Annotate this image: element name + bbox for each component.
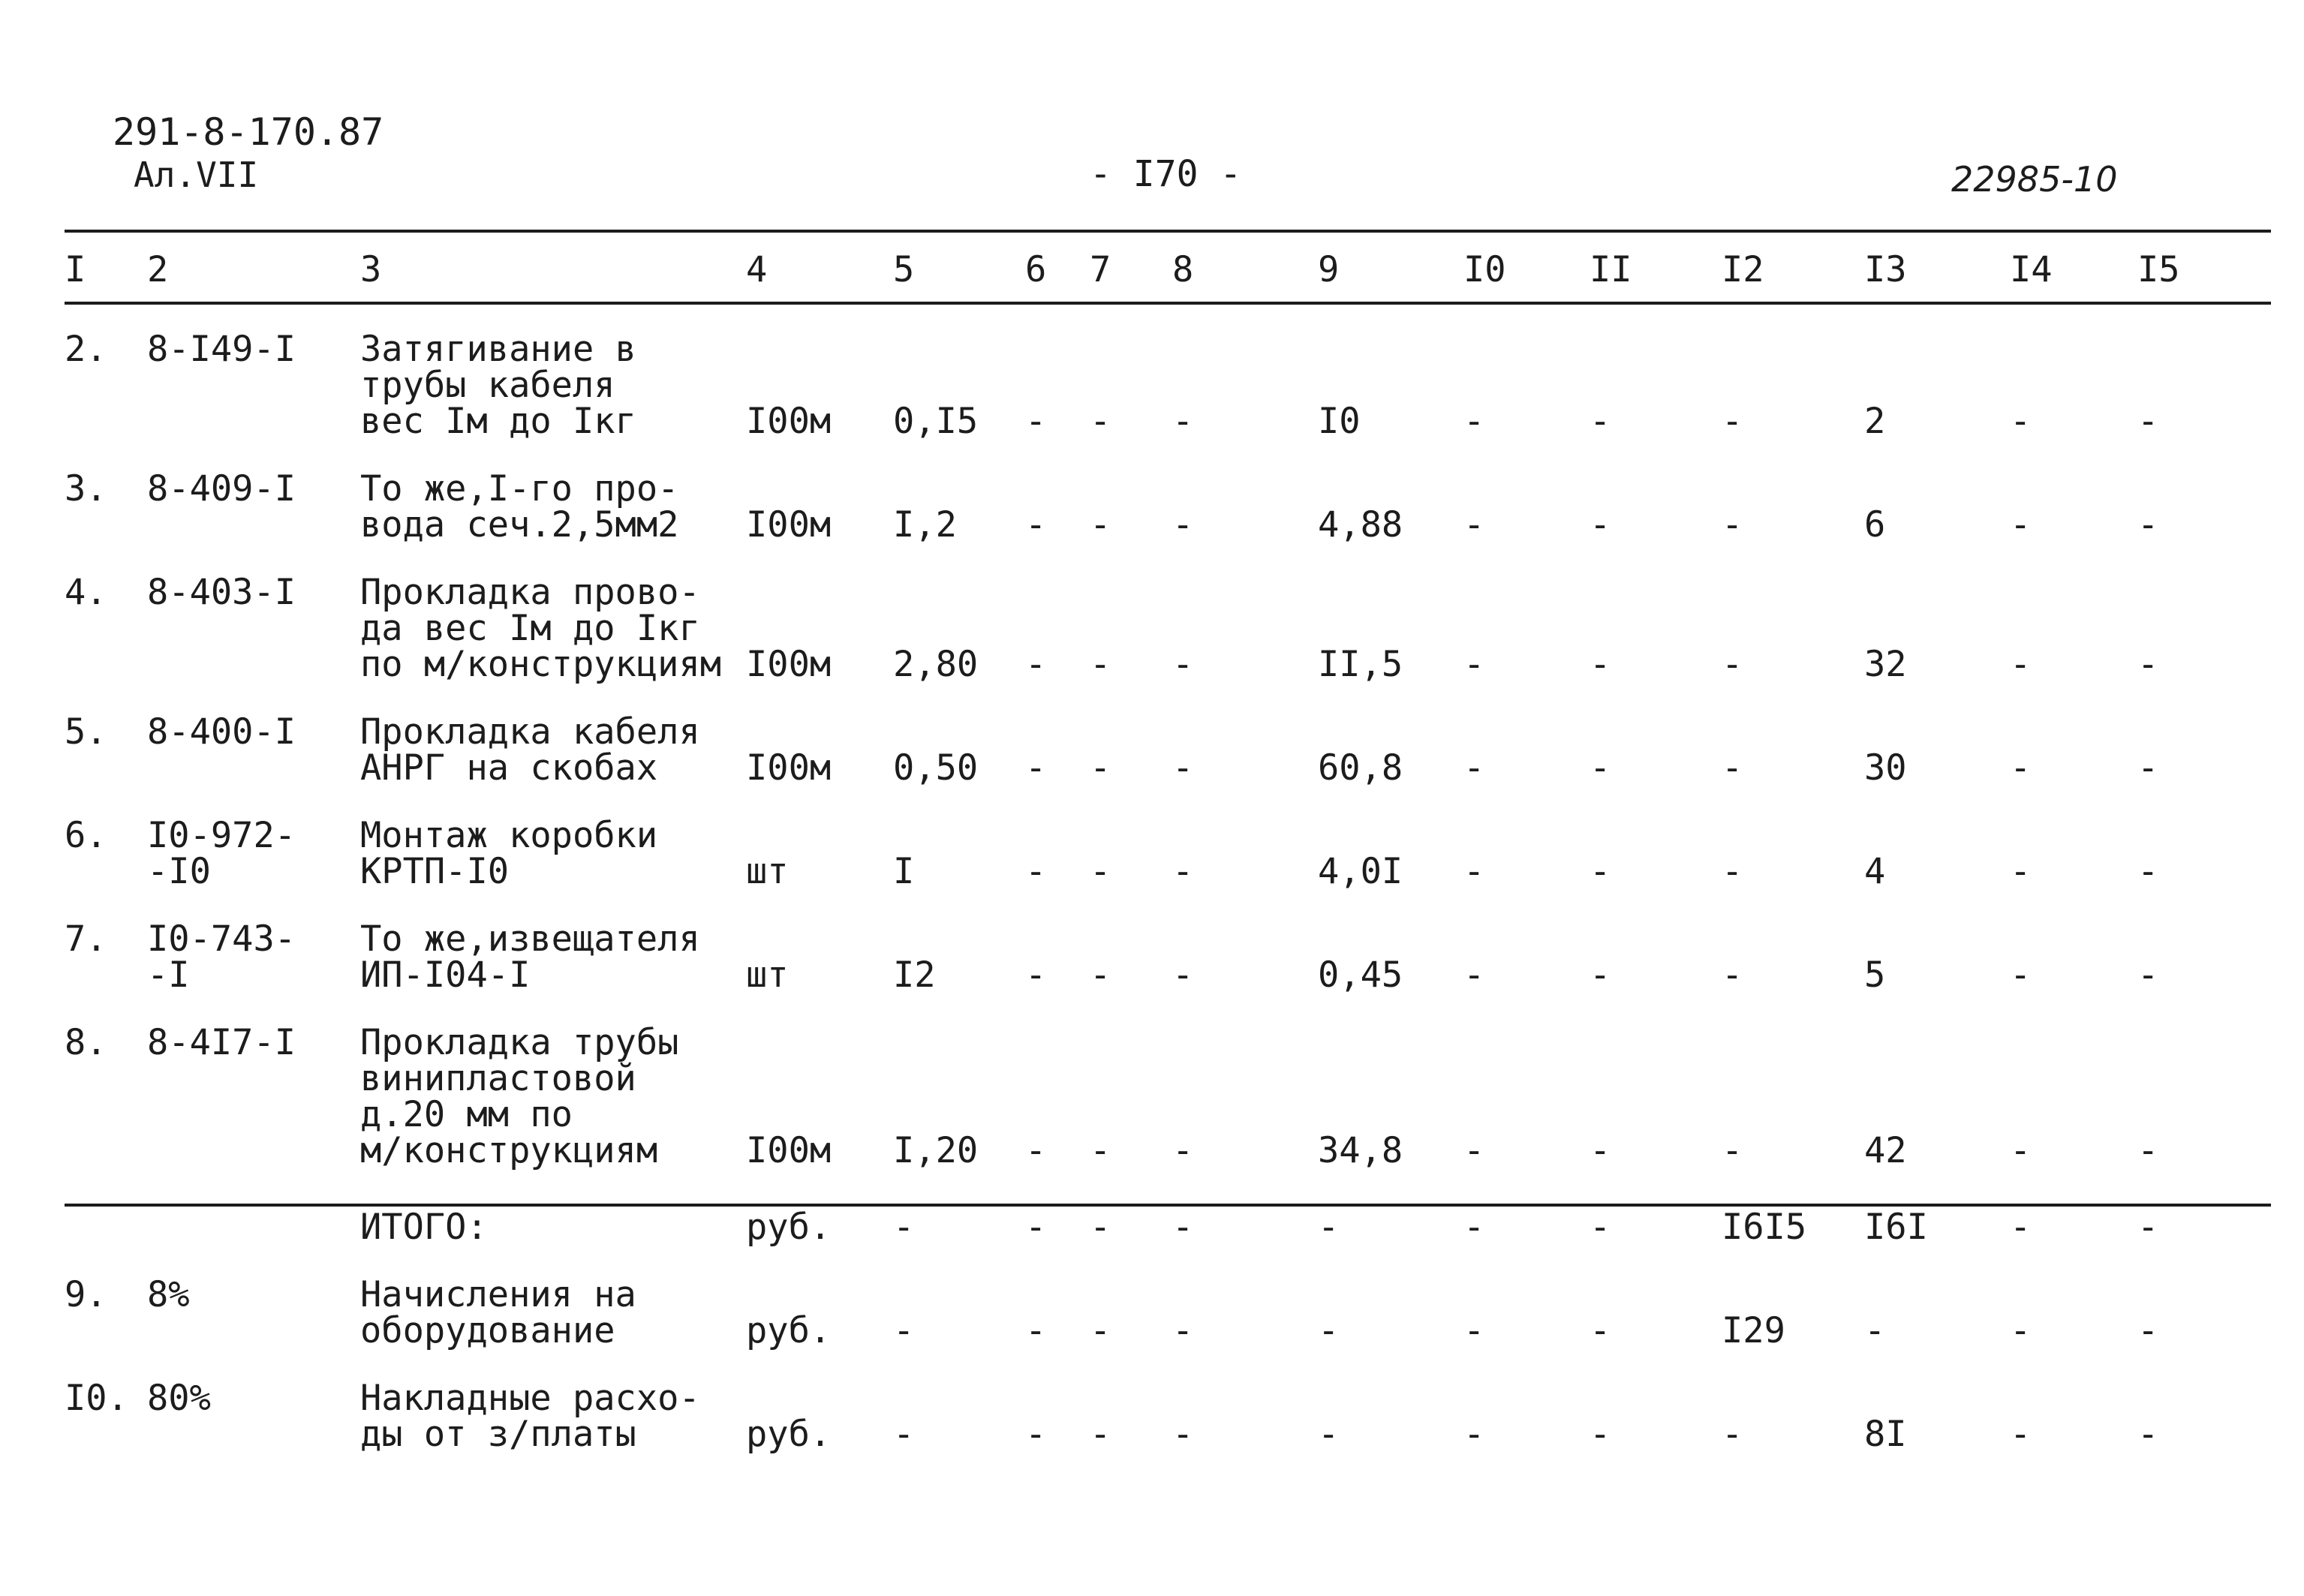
col-9: I0 <box>1318 401 1361 442</box>
col-12: - <box>1722 954 1743 996</box>
table-row <box>65 554 2271 693</box>
col-8: - <box>1172 644 1194 685</box>
col-13: 4 <box>1864 851 1886 892</box>
col-10: - <box>1463 644 1485 685</box>
col-15: - <box>2137 1130 2159 1171</box>
col-14: - <box>2010 1207 2032 1248</box>
col-10: - <box>1463 401 1485 442</box>
col-9: - <box>1318 1207 1340 1248</box>
summary-row <box>65 1180 2271 1256</box>
rate-code: 8-I49-I <box>147 329 296 370</box>
col-15: - <box>2137 1414 2159 1455</box>
column-header: I4 <box>2010 249 2053 290</box>
col-12: - <box>1722 747 1743 789</box>
col-12: I6I5 <box>1722 1207 1807 1248</box>
col-13: 2 <box>1864 401 1886 442</box>
col-7: - <box>1090 1130 1111 1171</box>
column-header: I5 <box>2137 249 2180 290</box>
col-8: - <box>1172 747 1194 789</box>
col-10: - <box>1463 1310 1485 1351</box>
unit: I00м <box>746 1130 832 1171</box>
column-header: 8 <box>1172 249 1194 290</box>
quantity: 0,I5 <box>893 401 979 442</box>
col-10: - <box>1463 747 1485 789</box>
document-number: 22985-10 <box>1951 159 2118 200</box>
col-14: - <box>2010 954 2032 996</box>
unit: I00м <box>746 747 832 789</box>
col-15: - <box>2137 851 2159 892</box>
col-9: 34,8 <box>1318 1130 1403 1171</box>
quantity: - <box>893 1414 915 1455</box>
col-10: - <box>1463 1130 1485 1171</box>
row-number: 5. <box>65 711 107 753</box>
estimate-table <box>65 234 2271 1463</box>
col-11: - <box>1590 747 1611 789</box>
col-15: - <box>2137 747 2159 789</box>
col-8: - <box>1172 1130 1194 1171</box>
col-12: - <box>1722 851 1743 892</box>
column-header-row <box>65 234 2271 306</box>
column-header: 5 <box>893 249 915 290</box>
work-description: Прокладка трубы винипластовой д.20 мм по м/конструкциям <box>360 1022 679 1171</box>
rate-code: I0-972- -I0 <box>147 815 296 892</box>
quantity: I2 <box>893 954 936 996</box>
work-description: Прокладка прово- да вес Iм до Iкг по м/конструкциям <box>360 572 722 685</box>
col-11: - <box>1590 954 1611 996</box>
quantity: 2,80 <box>893 644 979 685</box>
table-row <box>65 797 2271 900</box>
col-6: - <box>1025 954 1047 996</box>
column-header: 2 <box>147 249 169 290</box>
col-7: - <box>1090 1207 1111 1248</box>
unit: I00м <box>746 644 832 685</box>
quantity: - <box>893 1207 915 1248</box>
col-13: 32 <box>1864 644 1907 685</box>
col-12: - <box>1722 504 1743 546</box>
col-10: - <box>1463 504 1485 546</box>
col-6: - <box>1025 644 1047 685</box>
col-11: - <box>1590 504 1611 546</box>
col-15: - <box>2137 504 2159 546</box>
col-15: - <box>2137 1310 2159 1351</box>
col-11: - <box>1590 644 1611 685</box>
column-header: 7 <box>1090 249 1111 290</box>
col-13: 6 <box>1864 504 1886 546</box>
col-9: - <box>1318 1310 1340 1351</box>
column-header: I3 <box>1864 249 1907 290</box>
column-header: I <box>65 249 86 290</box>
rate-code: 8-4I7-I <box>147 1022 296 1063</box>
col-12: I29 <box>1722 1310 1785 1351</box>
col-11: - <box>1590 1414 1611 1455</box>
rate-code: 8-400-I <box>147 711 296 753</box>
col-9: - <box>1318 1414 1340 1455</box>
quantity: I,20 <box>893 1130 979 1171</box>
quantity: I,2 <box>893 504 957 546</box>
column-header: I0 <box>1463 249 1506 290</box>
col-6: - <box>1025 1207 1047 1248</box>
unit: I00м <box>746 504 832 546</box>
page-number: - I70 - <box>1090 153 1242 195</box>
col-14: - <box>2010 1414 2032 1455</box>
col-14: - <box>2010 747 2032 789</box>
col-6: - <box>1025 851 1047 892</box>
col-15: - <box>2137 1207 2159 1248</box>
quantity: I <box>893 851 915 892</box>
rate-code: 80% <box>147 1378 211 1419</box>
col-8: - <box>1172 1207 1194 1248</box>
col-11: - <box>1590 1207 1611 1248</box>
table-row <box>65 900 2271 1004</box>
column-header: 6 <box>1025 249 1047 290</box>
col-14: - <box>2010 504 2032 546</box>
rate-code: 8-403-I <box>147 572 296 613</box>
col-10: - <box>1463 1414 1485 1455</box>
rate-code: 8-409-I <box>147 468 296 509</box>
col-9: 4,88 <box>1318 504 1403 546</box>
col-14: - <box>2010 1130 2032 1171</box>
col-11: - <box>1590 1130 1611 1171</box>
col-14: - <box>2010 1310 2032 1351</box>
rate-code <box>147 1180 360 1256</box>
work-description: Накладные расхо- ды от з/платы <box>360 1378 700 1455</box>
col-14: - <box>2010 851 2032 892</box>
unit: руб. <box>746 1207 832 1248</box>
col-14: - <box>2010 401 2032 442</box>
summary-row <box>65 1256 2271 1360</box>
col-8: - <box>1172 1310 1194 1351</box>
work-description: Прокладка кабеля АНРГ на скобах <box>360 711 700 789</box>
column-header: I2 <box>1722 249 1764 290</box>
col-8: - <box>1172 504 1194 546</box>
unit: руб. <box>746 1414 832 1455</box>
document-code: 291-8-170.87 <box>113 110 384 154</box>
col-6: - <box>1025 401 1047 442</box>
col-6: - <box>1025 1414 1047 1455</box>
col-13: - <box>1864 1310 1886 1351</box>
row-number: 6. <box>65 815 107 856</box>
col-13: 30 <box>1864 747 1907 789</box>
col-6: - <box>1025 1130 1047 1171</box>
row-number: I0. <box>65 1378 128 1419</box>
unit: I00м <box>746 401 832 442</box>
col-12: - <box>1722 644 1743 685</box>
column-header: 3 <box>360 249 382 290</box>
table-row <box>65 1004 2271 1180</box>
row-number: 3. <box>65 468 107 509</box>
col-8: - <box>1172 1414 1194 1455</box>
table-row <box>65 306 2271 450</box>
table-row <box>65 450 2271 554</box>
column-header: 4 <box>746 249 768 290</box>
col-12: - <box>1722 1130 1743 1171</box>
work-description: То же,I-го про- вода сеч.2,5мм2 <box>360 468 679 546</box>
table-row <box>65 693 2271 797</box>
col-9: II,5 <box>1318 644 1403 685</box>
quantity: - <box>893 1310 915 1351</box>
col-13: 8I <box>1864 1414 1907 1455</box>
summary-row <box>65 1360 2271 1463</box>
col-6: - <box>1025 747 1047 789</box>
column-header: II <box>1590 249 1632 290</box>
work-description: Монтаж коробки КРТП-I0 <box>360 815 658 892</box>
col-7: - <box>1090 401 1111 442</box>
col-14: - <box>2010 644 2032 685</box>
column-header: 9 <box>1318 249 1340 290</box>
col-8: - <box>1172 851 1194 892</box>
unit: шт <box>746 954 789 996</box>
rate-code: 8% <box>147 1274 190 1315</box>
col-13: 42 <box>1864 1130 1907 1171</box>
row-number: 8. <box>65 1022 107 1063</box>
quantity: 0,50 <box>893 747 979 789</box>
col-13: I6I <box>1864 1207 1928 1248</box>
work-description: ИТОГО: <box>360 1207 488 1248</box>
work-description: Затягивание в трубы кабеля вес Iм до Iкг <box>360 329 636 442</box>
col-9: 60,8 <box>1318 747 1403 789</box>
sheet-label: Ал.VII <box>134 155 259 195</box>
col-15: - <box>2137 954 2159 996</box>
work-description: То же,извещателя ИП-I04-I <box>360 918 700 996</box>
col-7: - <box>1090 504 1111 546</box>
col-12: - <box>1722 401 1743 442</box>
row-number: 7. <box>65 918 107 960</box>
col-6: - <box>1025 504 1047 546</box>
col-8: - <box>1172 401 1194 442</box>
col-15: - <box>2137 644 2159 685</box>
col-10: - <box>1463 1207 1485 1248</box>
row-number: 9. <box>65 1274 107 1315</box>
unit: руб. <box>746 1310 832 1351</box>
col-10: - <box>1463 851 1485 892</box>
col-10: - <box>1463 954 1485 996</box>
work-description: Начисления на оборудование <box>360 1274 636 1351</box>
header-top-rule <box>65 230 2271 233</box>
unit: шт <box>746 851 789 892</box>
col-13: 5 <box>1864 954 1886 996</box>
col-11: - <box>1590 1310 1611 1351</box>
col-7: - <box>1090 954 1111 996</box>
col-7: - <box>1090 1414 1111 1455</box>
col-9: 0,45 <box>1318 954 1403 996</box>
row-number: 2. <box>65 329 107 370</box>
row-number <box>65 1180 147 1256</box>
col-12: - <box>1722 1414 1743 1455</box>
col-9: 4,0I <box>1318 851 1403 892</box>
col-7: - <box>1090 851 1111 892</box>
rate-code: I0-743- -I <box>147 918 296 996</box>
col-7: - <box>1090 747 1111 789</box>
col-15: - <box>2137 401 2159 442</box>
row-number: 4. <box>65 572 107 613</box>
col-11: - <box>1590 851 1611 892</box>
col-8: - <box>1172 954 1194 996</box>
col-7: - <box>1090 1310 1111 1351</box>
col-11: - <box>1590 401 1611 442</box>
col-6: - <box>1025 1310 1047 1351</box>
col-7: - <box>1090 644 1111 685</box>
